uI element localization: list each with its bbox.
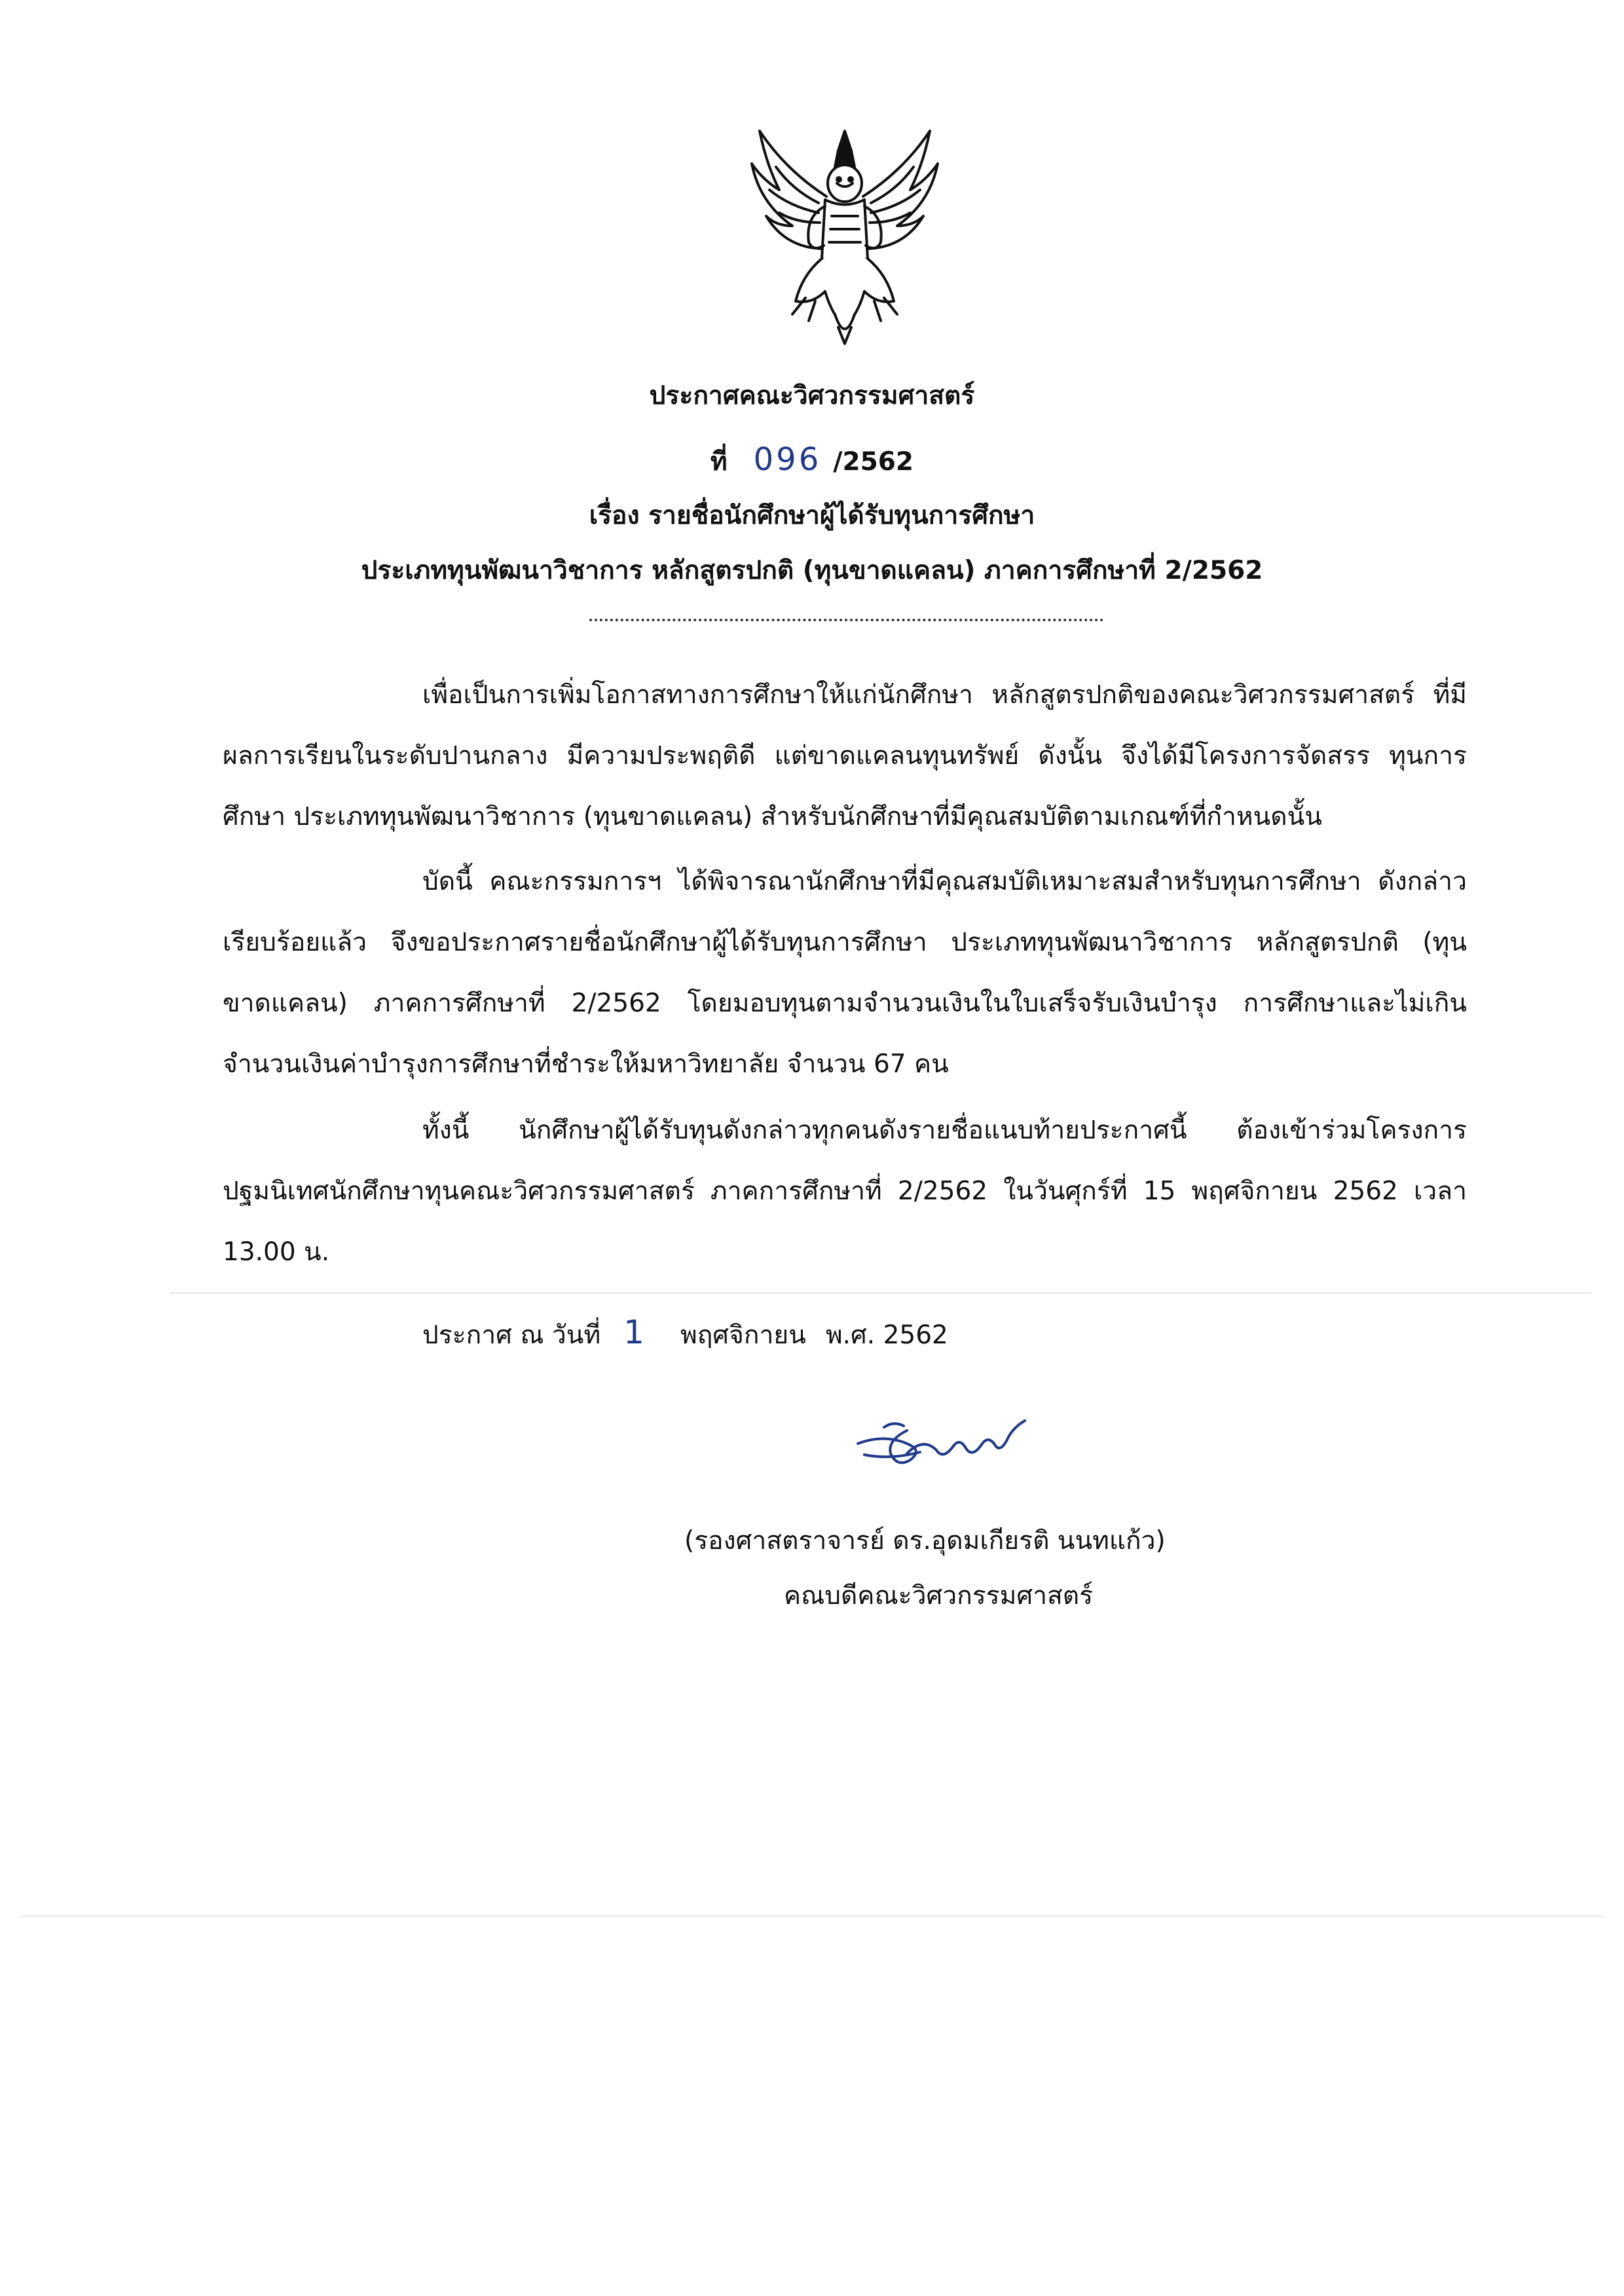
dotted-separator [589, 619, 1103, 621]
garuda-emblem-icon [740, 118, 950, 354]
number-label: ที่ [710, 447, 728, 477]
announcement-subject-line2: ประเภททุนพัฒนาวิชาการ หลักสูตรปกติ (ทุนขาดแคลน) ภาคการศึกษาที่ 2/2562 [361, 556, 1263, 585]
scan-artifact-line [170, 1292, 1591, 1294]
handwritten-day: 1 [623, 1313, 644, 1351]
announcement-number [0, 441, 1624, 478]
signer-name: (รองศาสตราจารย์ ดร.อุดมเกียรติ นนทแก้ว) [684, 1526, 1166, 1556]
announcement-date [422, 1313, 948, 1355]
body-paragraph-2: บัดนี้ คณะกรรมการฯ ได้พิจารณานักศึกษาที่มีคุณสมบัติเหมาะสมสำหรับทุนการศึกษา ดังกล่าวเรียบร้อยแล้ว จึงขอประกาศรายชื่อนักศึกษาผู้ได้รับทุนการศึกษา ประเภททุนพัฒนาวิชาการ หลักสูตรปกติ (ทุนขาดแคลน) ภาคการศึกษาที่ 2/2562 โดยมอบทุนตามจำนวนเงินในใบเสร็จรับเงินบำรุง การศึกษาและไม่เกินจำนวนเงินค่าบำรุงการศึกษาที่ชำระให้มหาวิทยาลัย จำนวน 67 คน [223, 867, 1467, 1079]
number-suffix: /2562 [833, 447, 914, 477]
body-paragraph-1: เพื่อเป็นการเพิ่มโอกาสทางการศึกษาให้แก่นักศึกษา หลักสูตรปกติของคณะวิศวกรรมศาสตร์ ที่มีผลการเรียนในระดับปานกลาง มีความประพฤติดี แต่ขาดแคลนทุนทรัพย์ ดังนั้น จึงได้มีโครงการจัดสรร ทุนการศึกษา ประเภททุนพัฒนาวิชาการ (ทุนขาดแคลน) สำหรับนักศึกษาที่มีคุณสมบัติตามเกณฑ์ที่กำหนดนั้น [223, 680, 1467, 831]
handwritten-number: 096 [753, 441, 822, 478]
body-paragraph-3: ทั้งนี้ นักศึกษาผู้ได้รับทุนดังกล่าวทุกคนดังรายชื่อแนบท้ายประกาศนี้ ต้องเข้าร่วมโครงการ ปฐมนิเทศนักศึกษาทุนคณะวิศวกรรมศาสตร์ ภาคการศึกษาที่ 2/2562 ในวันศุกร์ที่ 15 พฤศจิกายน 2562 เวลา 13.00 น. [223, 1116, 1467, 1267]
signer-title: คณบดีคณะวิศวกรรมศาสตร์ [784, 1581, 1094, 1611]
date-year: พ.ศ. 2562 [825, 1321, 948, 1350]
announcement-org-title: ประกาศคณะวิศวกรรมศาสตร์ [649, 381, 975, 410]
announcement-subject: เรื่อง รายชื่อนักศึกษาผู้ได้รับทุนการศึกษา [589, 501, 1035, 530]
date-prefix: ประกาศ ณ วันที่ [422, 1321, 601, 1350]
date-month: พฤศจิกายน [680, 1321, 806, 1350]
signature-icon [845, 1408, 1035, 1480]
scan-artifact-line [20, 1916, 1604, 1917]
